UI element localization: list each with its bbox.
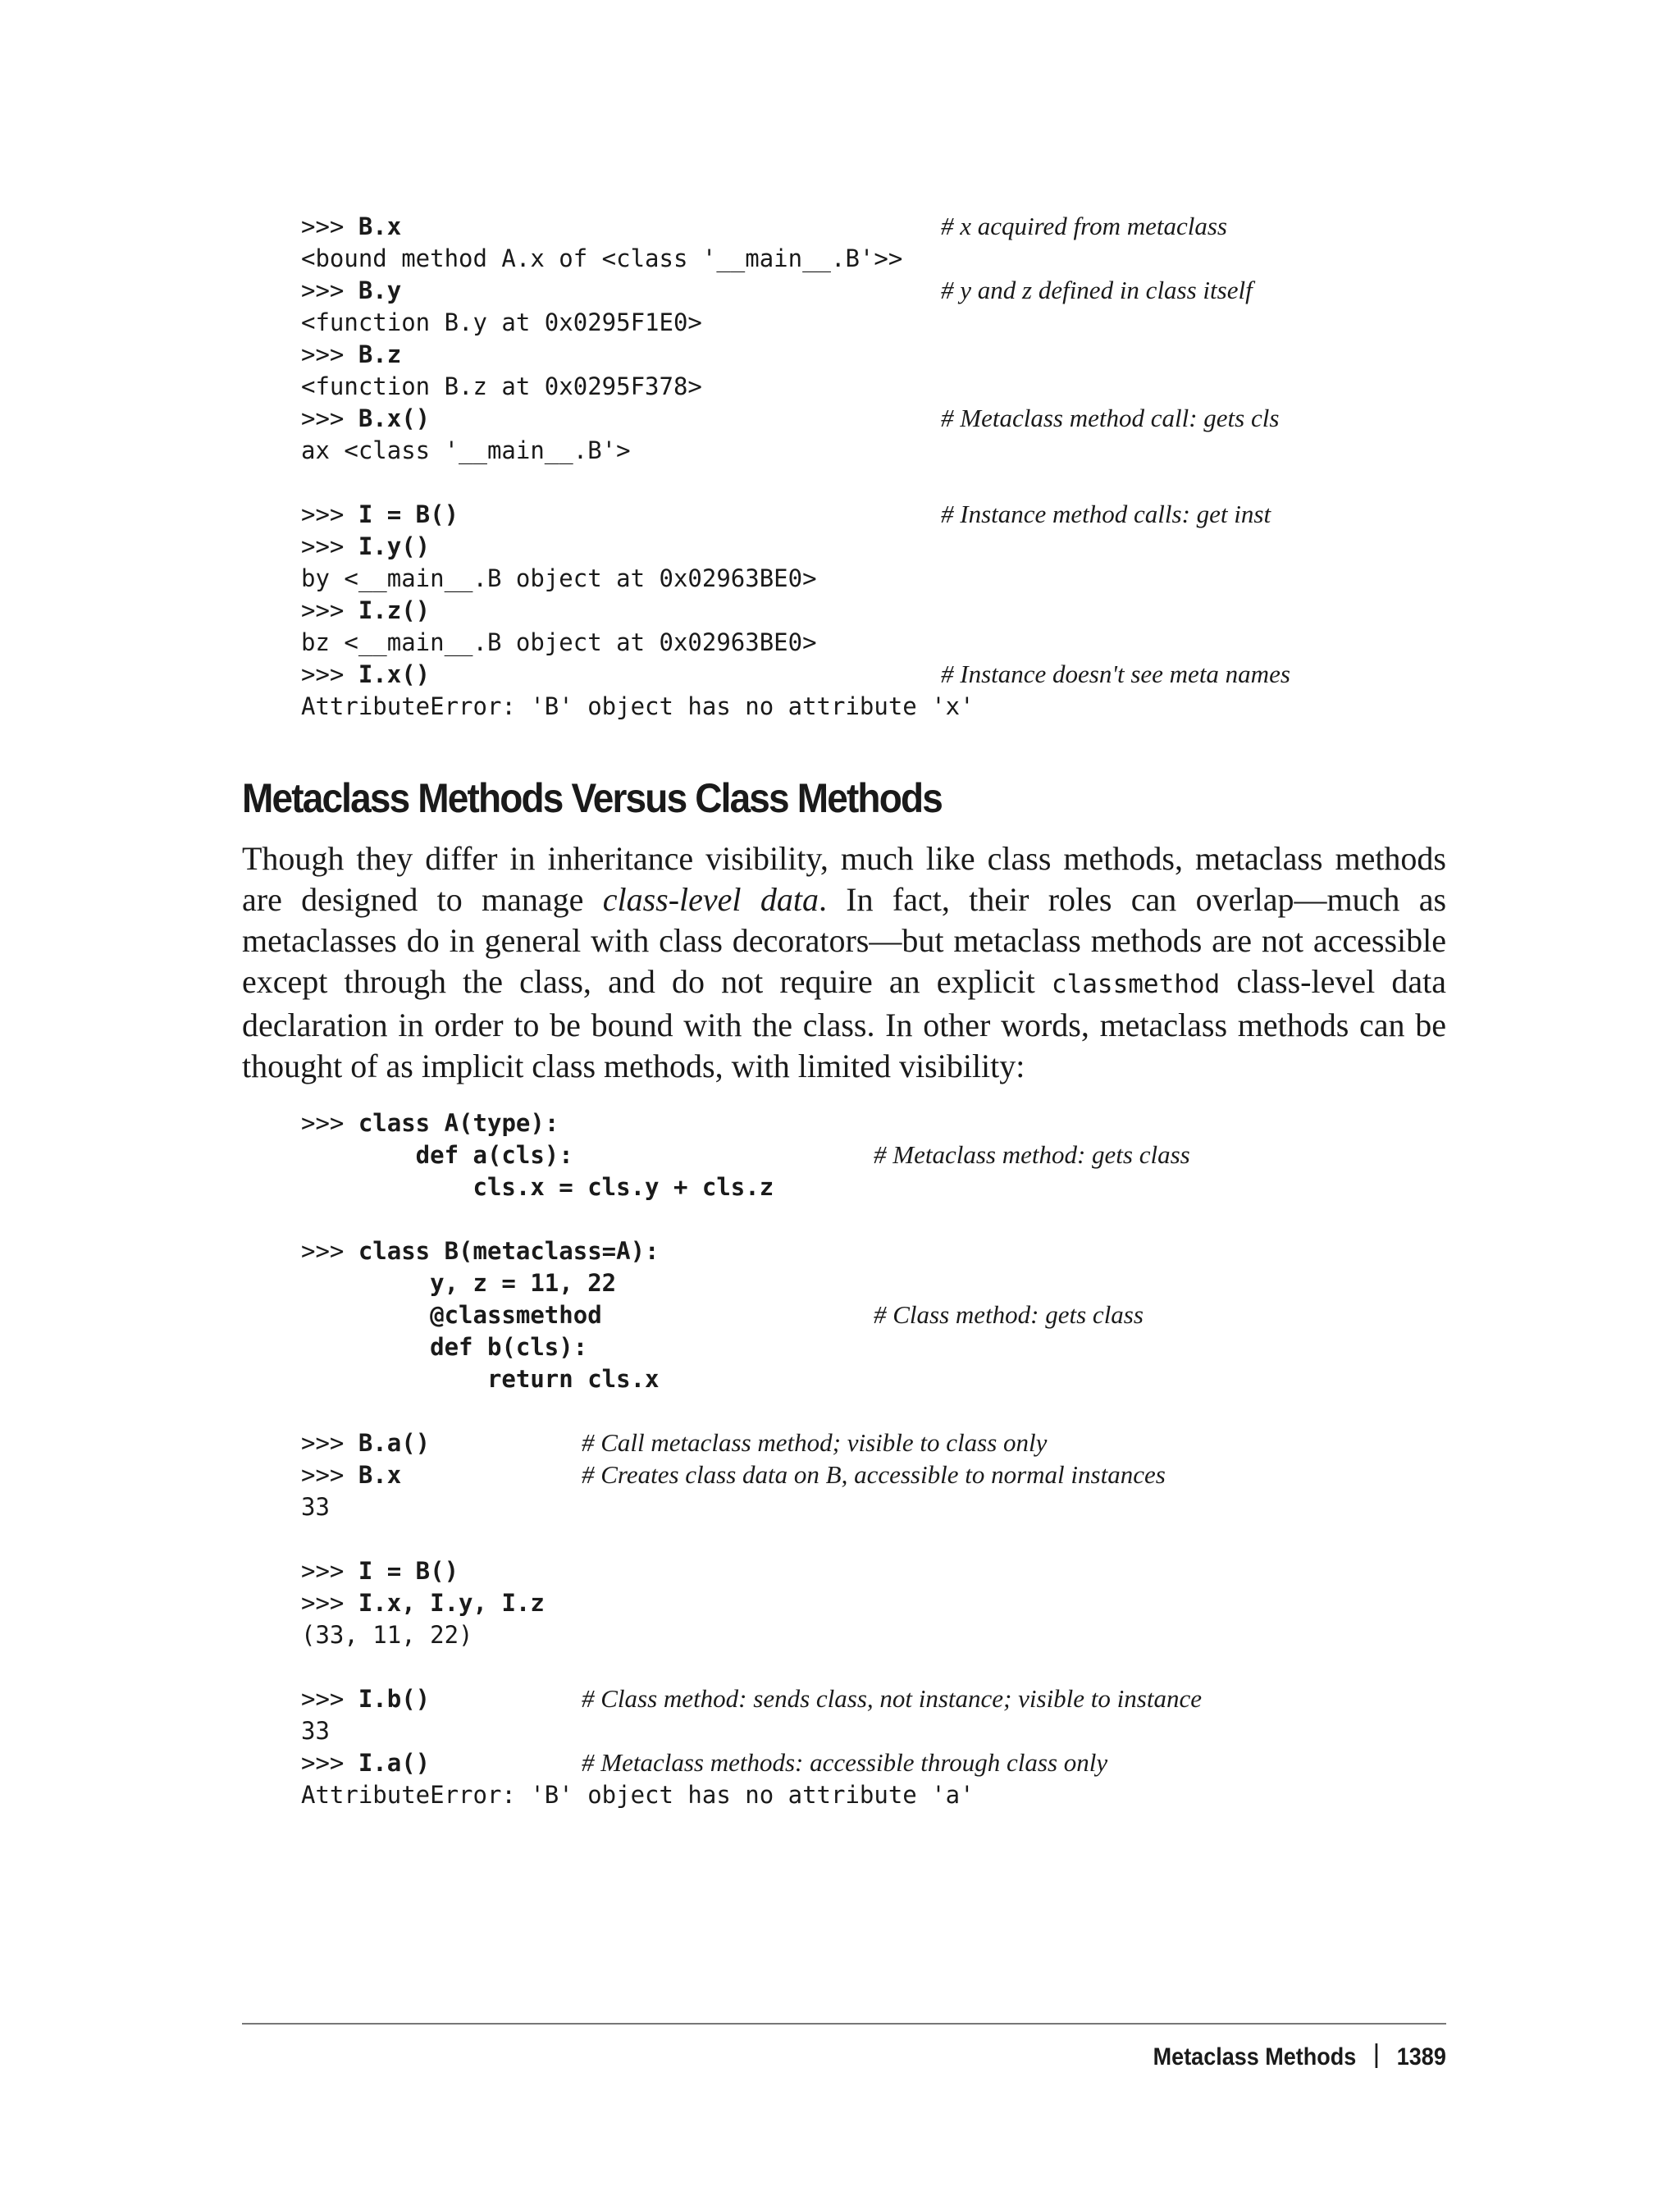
code-line: >>> B.x — [301, 212, 402, 240]
code-comment: # Creates class data on B, accessible to normal instances — [582, 1460, 1166, 1489]
code-output: (33, 11, 22) — [301, 1621, 473, 1649]
code-comment: # x acquired from metaclass — [941, 212, 1227, 240]
code-comment: # Class method: gets class — [874, 1300, 1144, 1329]
code-comment: # Instance doesn't see meta names — [941, 660, 1290, 688]
code-comment: # Instance method calls: get inst — [941, 500, 1271, 528]
code-output: 33 — [301, 1493, 330, 1521]
code-line: cls.x = cls.y + cls.z — [301, 1173, 774, 1201]
footer-separator — [1376, 2043, 1378, 2068]
code-line: >>> B.x() — [301, 404, 431, 432]
code-line: >>> I.x, I.y, I.z — [301, 1589, 545, 1617]
code-comment: # y and z defined in class itself — [941, 276, 1253, 304]
code-line: def b(cls): — [301, 1333, 588, 1361]
code-line: >>> B.x — [301, 1461, 402, 1489]
code-output: AttributeError: 'B' object has no attribute 'x' — [301, 692, 975, 720]
code-line: >>> B.a() — [301, 1429, 431, 1457]
code-output: 33 — [301, 1717, 330, 1745]
inline-code: classmethod — [1051, 970, 1221, 999]
code-line: >>> class A(type): — [301, 1109, 559, 1137]
code-line: >>> I = B() — [301, 500, 459, 528]
code-line: >>> B.y — [301, 276, 402, 304]
code-output: <function B.y at 0x0295F1E0> — [301, 308, 702, 336]
body-paragraph: Though they differ in inheritance visibility, much like class methods, metaclass methods are designed to manage class-level data. In fact, their roles can overlap—much as metaclasses do in general with class decorators—but metaclass methods are not accessible except through the class, and do not require an explicit classmethod class-level data declaration in order to be bound with the class. In other words, metaclass methods can be thought of as implicit class methods, with limited visibility: — [242, 840, 1447, 1084]
code-output: AttributeError: 'B' object has no attribute 'a' — [301, 1781, 975, 1809]
code-line: >>> I.a() — [301, 1749, 431, 1777]
code-line: y, z = 11, 22 — [301, 1269, 617, 1297]
code-comment: # Metaclass method: gets class — [874, 1140, 1190, 1169]
code-comment: # Metaclass method call: gets cls — [941, 404, 1280, 432]
code-comment: # Call metaclass method; visible to class only — [582, 1428, 1048, 1457]
footer-section-title: Metaclass Methods — [1153, 2043, 1357, 2070]
code-output: <bound method A.x of <class '__main__.B'>> — [301, 244, 903, 272]
code-line: >>> class B(metaclass=A): — [301, 1237, 660, 1265]
code-line: >>> I = B() — [301, 1557, 459, 1585]
code-comment: # Class method: sends class, not instance; visible to instance — [582, 1684, 1202, 1713]
code-line: def a(cls): — [301, 1141, 573, 1169]
code-line: >>> I.y() — [301, 532, 431, 560]
code-output: bz <__main__.B object at 0x02963BE0> — [301, 628, 817, 656]
code-comment: # Metaclass methods: accessible through class only — [582, 1748, 1108, 1777]
code-line: >>> B.z — [301, 340, 402, 368]
code-line: @classmethod — [301, 1301, 602, 1329]
page-number: 1389 — [1396, 2043, 1446, 2070]
emphasis-text: class-level data — [602, 881, 819, 918]
code-line: >>> I.b() — [301, 1685, 431, 1713]
code-output: ax <class '__main__.B'> — [301, 436, 631, 464]
footer-rule — [242, 2023, 1446, 2025]
code-line: >>> I.x() — [301, 660, 431, 688]
code-output: by <__main__.B object at 0x02963BE0> — [301, 564, 817, 592]
code-line: >>> I.z() — [301, 596, 431, 624]
code-line: return cls.x — [301, 1365, 660, 1393]
page-footer — [1153, 2039, 1446, 2075]
section-heading: Metaclass Methods Versus Class Methods — [242, 775, 942, 821]
code-output: <function B.z at 0x0295F378> — [301, 372, 702, 400]
